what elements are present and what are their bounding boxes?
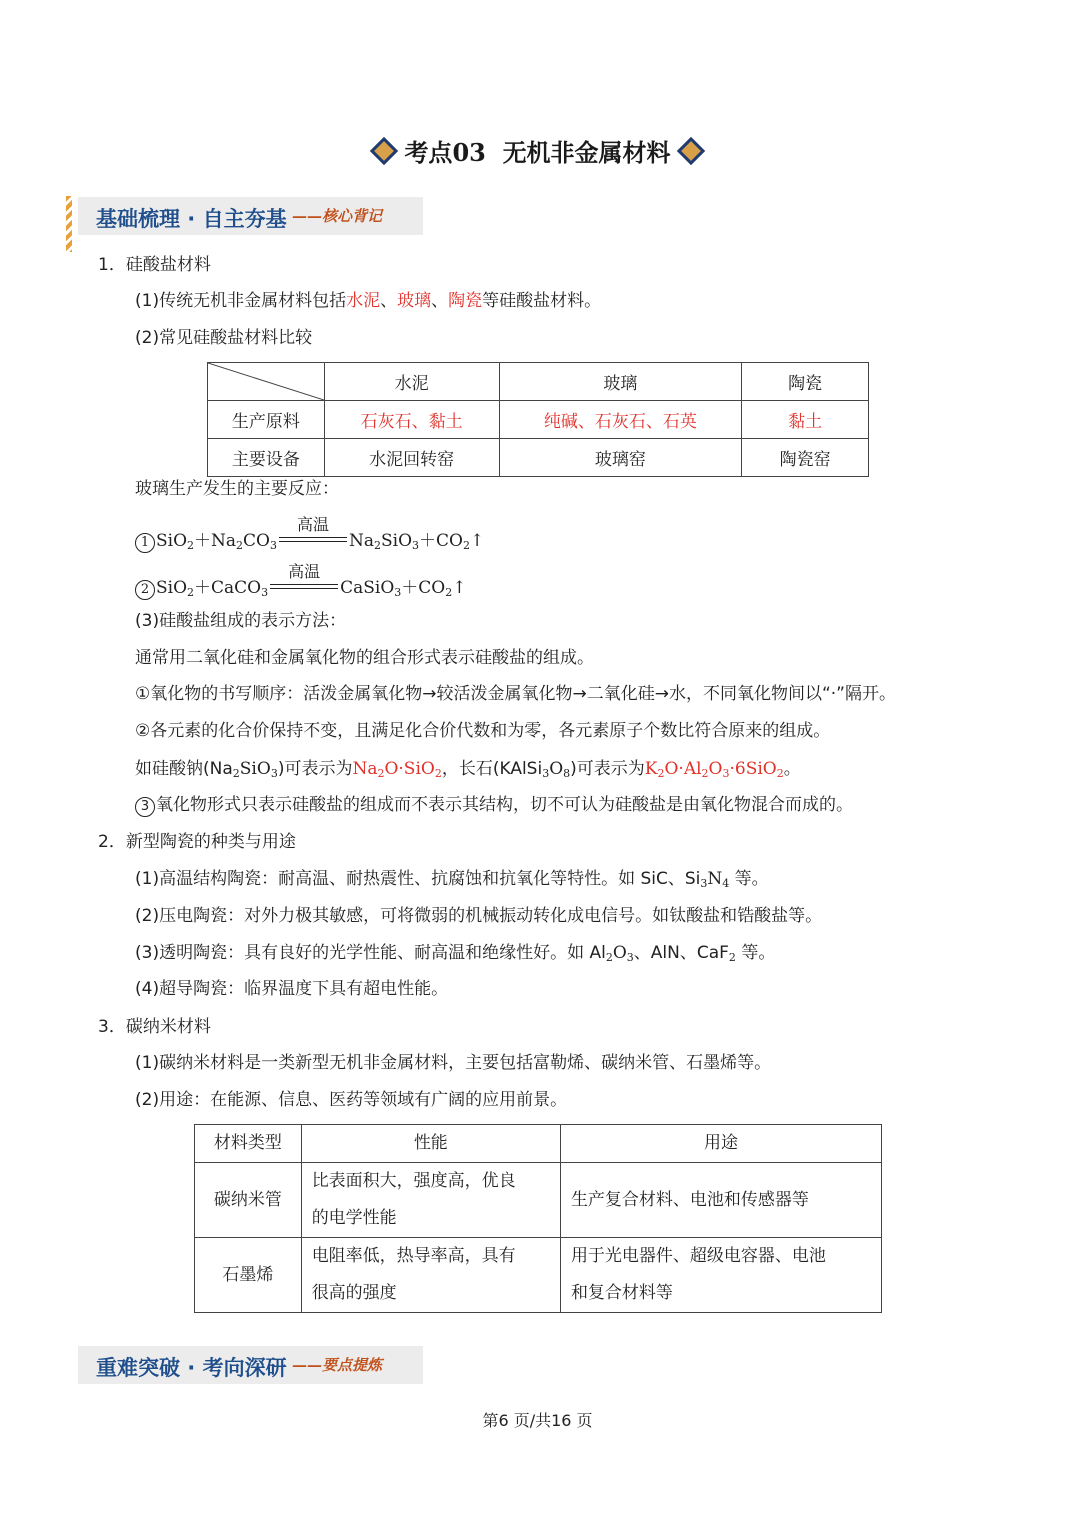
paragraph: 通常用二氧化硅和金属氧化物的组合形式表示硅酸盐的组成。 xyxy=(135,648,594,668)
table-header-cell: 用途 xyxy=(560,1125,881,1163)
carbon-material-table xyxy=(194,1124,882,1313)
paragraph: (4)超导陶瓷：临界温度下具有超电性能。 xyxy=(135,979,449,999)
table-cell: 黏土 xyxy=(742,401,869,439)
paragraph: (1)传统无机非金属材料包括水泥、玻璃、陶瓷等硅酸盐材料。 xyxy=(135,291,602,311)
heading-carbon-nano: 3．碳纳米材料 xyxy=(98,1017,211,1037)
paragraph-formula-examples: 如硅酸钠$(Na_2SiO_3)$可表示为$Na_2O\cdot SiO_2$，长石$(KAlSi_3O_8)$可表示为$K_2O\cdot Al_2O_3\cdot 6SiO_2$。 xyxy=(135,759,801,780)
chemical-equation-1: 1 $SiO_2+Na_2CO_3$ 高温 $Na_2SiO_3+CO_2↑$ xyxy=(135,526,484,553)
table-corner-cell xyxy=(208,363,325,401)
table-cell: 陶瓷窑 xyxy=(742,439,869,477)
condition-arrow: 高温 xyxy=(270,583,338,593)
table-header-cell: 水泥 xyxy=(324,363,499,401)
paragraph: 3 氧化物形式只表示硅酸盐的组成而不表示其结构，切不可认为硅酸盐是由氧化物混合而成的。 xyxy=(135,794,853,817)
paragraph: (1)碳纳米材料是一类新型无机非金属材料，主要包括富勒烯、碳纳米管、石墨烯等。 xyxy=(135,1053,772,1073)
section-header-subtitle: ——要点提炼 xyxy=(292,1356,383,1374)
section-stripe-icon xyxy=(66,196,72,252)
table-header-cell: 陶瓷 xyxy=(742,363,869,401)
table-row-label: 生产原料 xyxy=(208,401,325,439)
chemical-equation-2: 2 SiO$_2$＋CaCO$_3$ 高温 $CaSiO_3+CO_2↑$ xyxy=(135,573,467,600)
table-cell: 水泥回转窑 xyxy=(324,439,499,477)
silicate-comparison-table xyxy=(207,362,869,477)
table-cell: 用于光电器件、超级电容器、电池 和复合材料等 xyxy=(560,1238,881,1313)
diagonal-line-icon xyxy=(208,363,324,400)
paragraph: ②各元素的化合价保持不变，且满足化合价代数和为零，各元素原子个数比符合原来的组成。 xyxy=(135,721,831,741)
paragraph: 玻璃生产发生的主要反应： xyxy=(135,479,339,499)
paragraph: (3)硅酸盐组成的表示方法： xyxy=(135,611,347,631)
table-cell: 电阻率低，热导率高，具有 很高的强度 xyxy=(301,1238,560,1313)
section-header-title: 基础梳理 · 自主夯基 xyxy=(96,207,287,231)
paragraph: (1)高温结构陶瓷：耐高温、耐热震性、抗腐蚀和抗氧化等特性。如 SiC、$Si_3N_4$ 等。 xyxy=(135,869,769,890)
paragraph: (2)用途：在能源、信息、医药等领域有广阔的应用前景。 xyxy=(135,1090,568,1110)
table-row xyxy=(195,1238,882,1313)
page-title: 考点03 无机非金属材料 xyxy=(0,133,1075,168)
table-cell: 碳纳米管 xyxy=(195,1163,302,1238)
table-cell: 生产复合材料、电池和传感器等 xyxy=(560,1163,881,1238)
paragraph: (2)常见硅酸盐材料比较 xyxy=(135,328,313,348)
table-cell: 比表面积大，强度高，优良 的电学性能 xyxy=(301,1163,560,1238)
table-cell: 纯碱、石灰石、石英 xyxy=(499,401,742,439)
table-header-cell: 玻璃 xyxy=(499,363,742,401)
table-row xyxy=(208,401,869,439)
diamond-ornament-icon xyxy=(676,137,704,165)
table-row xyxy=(195,1163,882,1238)
table-cell: 石灰石、黏土 xyxy=(324,401,499,439)
diamond-ornament-icon xyxy=(370,137,398,165)
table-header-cell: 材料类型 xyxy=(195,1125,302,1163)
page-number: 第6 页/共16 页 xyxy=(482,1411,593,1430)
paragraph: (3)透明陶瓷：具有良好的光学性能、耐高温和绝缘性好。如 $Al_2O_3$、AlN、CaF$_2$ 等。 xyxy=(135,943,776,964)
section-header-subtitle: ——核心背记 xyxy=(292,207,383,225)
paragraph: (2)压电陶瓷：对外力极其敏感，可将微弱的机械振动转化成电信号。如钛酸盐和锆酸盐等。 xyxy=(135,906,823,926)
heading-new-ceramics: 2．新型陶瓷的种类与用途 xyxy=(98,832,296,852)
table-row xyxy=(208,439,869,477)
paragraph: ①氧化物的书写顺序：活泼金属氧化物→较活泼金属氧化物→二氧化硅→水，不同氧化物间以“·”隔开。 xyxy=(135,684,896,704)
table-cell: 石墨烯 xyxy=(195,1238,302,1313)
condition-arrow: 高温 xyxy=(279,536,347,546)
table-row-label: 主要设备 xyxy=(208,439,325,477)
table-cell: 玻璃窑 xyxy=(499,439,742,477)
heading-silicate: 1．硅酸盐材料 xyxy=(98,255,211,275)
table-header-cell: 性能 xyxy=(301,1125,560,1163)
section-header-title: 重难突破 · 考向深研 xyxy=(96,1356,287,1380)
